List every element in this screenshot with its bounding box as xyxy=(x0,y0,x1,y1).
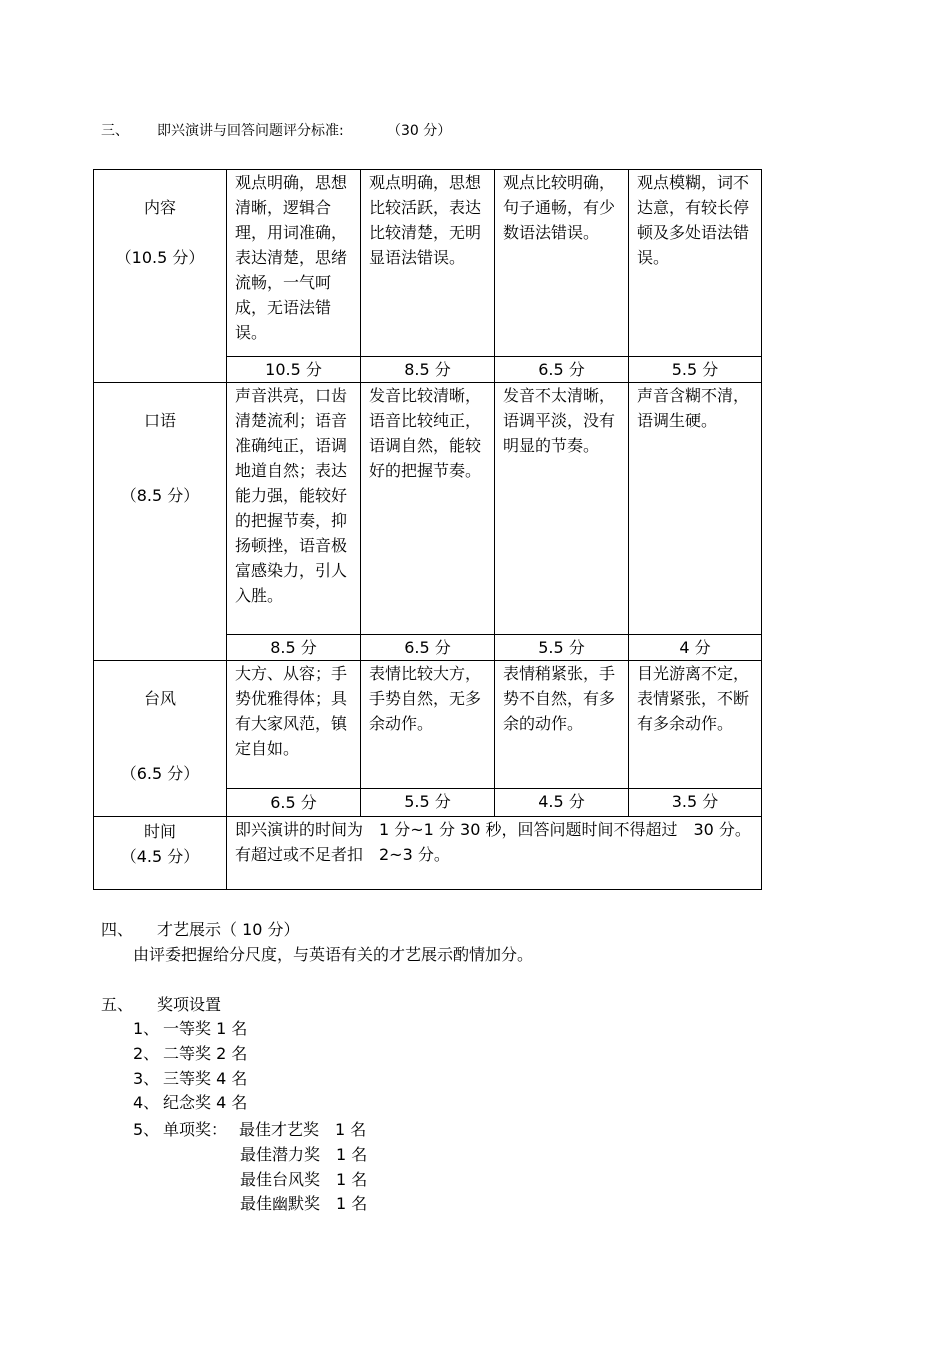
score-cell: 6.5 分 xyxy=(495,357,629,383)
single-award-item: 最佳幽默奖 1 名 xyxy=(240,1194,368,1214)
scoring-table xyxy=(93,169,762,890)
category-cell xyxy=(94,661,227,817)
level-desc: 表情稍紧张，手势不自然，有多余的动作。 xyxy=(495,661,629,789)
category-name: 内容 xyxy=(143,198,176,217)
level-desc: 发音不太清晰，语调平淡，没有明显的节奏。 xyxy=(495,383,629,635)
level-desc: 声音洪亮，口齿清楚流利；语音准确纯正，语调地道自然；表达能力强，能较好的把握节奏，抑扬顿挫，语音极富感染力，引人入胜。 xyxy=(227,383,361,635)
single-award-item: 最佳才艺奖 1 名 xyxy=(239,1120,367,1139)
level-desc: 发音比较清晰，语音比较纯正，语调自然，能较好的把握节奏。 xyxy=(361,383,495,635)
score-cell: 6.5 分 xyxy=(361,635,495,661)
category-points: （4.5 分） xyxy=(120,847,200,866)
score-cell: 5.5 分 xyxy=(629,357,762,383)
level-desc: 声音含糊不清，语调生硬。 xyxy=(629,383,762,635)
list-item xyxy=(133,1118,367,1143)
score-cell: 4 分 xyxy=(629,635,762,661)
table-row xyxy=(94,383,762,635)
score-cell: 10.5 分 xyxy=(227,357,361,383)
score-cell: 5.5 分 xyxy=(361,789,495,817)
single-awards xyxy=(133,1118,367,1217)
table-row xyxy=(94,661,762,789)
section3-points: （30 分） xyxy=(387,123,452,139)
category-name: 口语 xyxy=(143,411,176,430)
category-cell xyxy=(94,817,227,890)
list-item xyxy=(133,1042,247,1067)
category-points: （10.5 分） xyxy=(115,248,205,267)
single-award-item: 最佳潜力奖 1 名 xyxy=(240,1144,368,1164)
level-desc: 大方、从容；手势优雅得体；具有大家风范，镇定自如。 xyxy=(227,661,361,789)
category-cell xyxy=(94,170,227,383)
award-label: 二等奖 2 名 xyxy=(163,1043,248,1063)
list-item xyxy=(133,1067,247,1092)
category-points: （6.5 分） xyxy=(120,764,200,783)
level-desc: 观点明确，思想比较活跃，表达比较清楚，无明显语法错误。 xyxy=(361,170,495,357)
awards-list xyxy=(133,1017,247,1116)
award-label: 纪念奖 4 名 xyxy=(163,1093,248,1113)
score-cell: 5.5 分 xyxy=(495,635,629,661)
table-row xyxy=(94,817,762,890)
award-number: 5、 xyxy=(133,1120,160,1139)
section4-heading xyxy=(101,917,300,942)
section5-number: 五、 xyxy=(101,995,134,1014)
section5-title: 奖项设置 xyxy=(157,995,222,1014)
list-item xyxy=(133,1168,367,1193)
list-item xyxy=(133,1017,247,1042)
score-cell: 8.5 分 xyxy=(361,357,495,383)
section4-body: 由评委把握给分尺度，与英语有关的才艺展示酌情加分。 xyxy=(133,945,534,964)
award-number: 2、 xyxy=(133,1043,160,1063)
category-cell xyxy=(94,383,227,661)
list-item xyxy=(133,1091,247,1116)
category-points: （8.5 分） xyxy=(120,486,200,505)
section3-title: 即兴演讲与回答问题评分标准: xyxy=(157,123,344,139)
section5-heading xyxy=(101,992,221,1017)
award-number: 3、 xyxy=(133,1068,160,1088)
score-cell: 4.5 分 xyxy=(495,789,629,817)
award-number: 1、 xyxy=(133,1019,160,1038)
single-award-item: 最佳台风奖 1 名 xyxy=(240,1169,368,1189)
level-desc: 观点模糊，词不达意，有较长停顿及多处语法错误。 xyxy=(629,170,762,357)
category-name: 时间 xyxy=(143,822,176,841)
section3-number: 三、 xyxy=(101,123,129,139)
section3-heading xyxy=(101,120,451,140)
category-name: 台风 xyxy=(143,689,176,708)
level-desc: 观点明确，思想清晰，逻辑合理，用词准确，表达清楚，思绪流畅，一气呵成，无语法错误。 xyxy=(227,170,361,357)
level-desc: 观点比较明确，句子通畅，有少数语法错误。 xyxy=(495,170,629,357)
section4-number: 四、 xyxy=(101,920,134,939)
time-rule-desc: 即兴演讲的时间为 1 分~1 分 30 秒，回答问题时间不得超过 30 分。有超过或不足者扣 2~3 分。 xyxy=(227,817,762,890)
level-desc: 表情比较大方，手势自然，无多余动作。 xyxy=(361,661,495,789)
single-award-prefix: 单项奖： xyxy=(163,1120,228,1139)
list-item xyxy=(133,1143,367,1168)
score-cell: 8.5 分 xyxy=(227,635,361,661)
award-number: 4、 xyxy=(133,1093,160,1113)
list-item xyxy=(133,1192,367,1217)
level-desc: 目光游离不定，表情紧张，不断有多余动作。 xyxy=(629,661,762,789)
section4-title: 才艺展示（ 10 分） xyxy=(157,920,300,939)
award-label: 一等奖 1 名 xyxy=(163,1019,248,1038)
score-cell: 3.5 分 xyxy=(629,789,762,817)
score-cell: 6.5 分 xyxy=(227,789,361,817)
table-row xyxy=(94,170,762,357)
award-label: 三等奖 4 名 xyxy=(163,1068,248,1088)
